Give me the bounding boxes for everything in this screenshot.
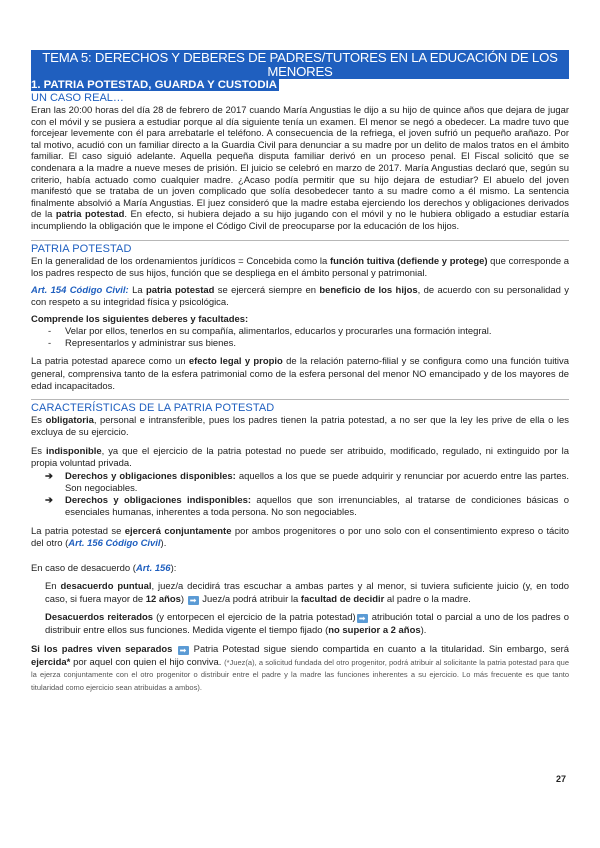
- separados-note: (*Juez(a), a solicitud fundada del otro progenitor, podrá atribuir al solicitante la patria potestad para que la ejerza conjuntamente con el otro progenitor o distribuir entre el padre y la madre las funciones inherentes a su ejercicio. Lo más frecuente es que tanto titularidad como ejercicio sean atribuidas a ambos).: [31, 657, 569, 692]
- pp-legal-effect: La patria potestad aparece como un efecto legal y propio de la relación paterno-filial y se configura como una función tuitiva general, comprensiva tanto de la esfera patrimonial como de la esfera personal del menor NO emancipado y de los mayores de edad incapacitados.: [31, 356, 569, 393]
- duties-heading: Comprende los siguientes deberes y facultades:: [31, 313, 249, 325]
- list-item: - Velar por ellos, tenerlos en su compañía, alimentarlos, educarlos y procurarles una formación integral.: [31, 326, 569, 338]
- art156-short-link[interactable]: Art. 156: [135, 562, 171, 574]
- rights-list: [31, 471, 569, 520]
- list-item: - ➔ Derechos y obligaciones indisponibles: aquellos que son irrenunciables, al tratarse de condiciones básicas o esenciales humanas, inherentes a toda persona. No son negociables.: [31, 495, 569, 520]
- desacuerdo-puntual: En desacuerdo puntual, juez/a decidirá tras escuchar a ambas partes y al menor, si tuviera suficiente juicio (y, en todo caso, si fuera mayor de 12 años) ➡ Juez/a podrá atribuir la facultad de decidir al padre o la madre.: [45, 581, 570, 605]
- separados-paragraph: Si los padres viven separados ➡ Patria Potestad sigue siendo compartida en cuanto a la titularidad. Sin embargo, será ejercida* por aquel con quien el hijo conviva. (*Juez(a), a solicitud fundada del otro progenitor, podrá atribuir al solicitante la patria potestad para que la ejerza conjuntamente con el otro progenitor o distribuir entre el padre y la madre las funciones inherentes a su ejercicio. Lo más frecuente es que tanto titularidad como ejercicio sean atribuidas a ambos).: [31, 644, 570, 692]
- page-title: TEMA 5: DERECHOS Y DEBERES DE PADRES/TUTORES EN LA EDUCACIÓN DE LOS MENORES: [31, 50, 569, 79]
- arrow-box-icon: ➡: [357, 614, 368, 623]
- document-page: [31, 50, 569, 694]
- duties-list: [31, 326, 569, 350]
- art154-paragraph: Art. 154 Código Civil: La patria potestad se ejercerá siempre en beneficio de los hijos, de acuerdo con su personalidad y con respeto a su integridad física y psicológica.: [31, 284, 570, 309]
- desacuerdos-reiterados: Desacuerdos reiterados (y entorpecen el ejercicio de la patria potestad) ➡ atribución total o parcial a uno de los padres o distribuir entre ellos sus funciones. Medida vigente el tiempo fijado (no superior a 2 años).: [45, 612, 569, 636]
- arrow-icon: - ➔: [45, 470, 53, 482]
- arrow-box-icon: ➡: [188, 596, 199, 605]
- arrow-box-icon: ➡: [178, 646, 189, 655]
- patria-potestad-heading: PATRIA POTESTAD: [31, 242, 132, 255]
- case-paragraph: Eran las 20:00 horas del día 28 de febrero de 2017 cuando María Angustias le dijo a su hijo de quince años que dejara de jugar con el móvil y se pusiera a estudiar porque al día siguiente tenía un examen. El menor se negó a obedecer. La madre tuvo que forcejear levemente con él para arrebatarle el teléfono. A consecuencia de la refriega, el joven sufrió un pequeño arañazo. Por tal motivo, acudió con un familiar directo a la Guardia Civil para denunciar a su madre por un delito de malos tratos en el ámbito familiar. El caso siguió adelante. Aquella pequeña disputa familiar derivó en un proceso penal. El Fiscal solicitó que se condenara a la madre a nueve meses de prisión. El juicio se celebró en marzo de 2017. María Angustias declaró que, según su criterio, había actuado como cualquier madre. ¿Acaso podía permitir que su hijo dejara de estudiar? El abuelo del joven manifestó que se trataba de un joven complicado que solía desobedecer tanto a su madre como a él mismo. La sentencia finalmente absolvió a María Angustias. El juez consideró que la madre estaba ejerciendo los derechos y obligaciones derivados de la patria potestad. En efecto, si hubiera dejado a su hijo jugando con el móvil y no le hubiera obligado a estudiar estaría incumpliendo la obligación que le impone el Código Civil de preocuparse por la educación de los hijos.: [31, 105, 569, 232]
- art154-link[interactable]: Art. 154 Código Civil:: [31, 284, 129, 296]
- list-item: - Representarlos y administrar sus bienes.: [31, 338, 569, 350]
- page-number: 27: [555, 774, 566, 784]
- divider: [31, 240, 569, 241]
- indisponible-paragraph: Es indisponible, ya que el ejercicio de la patria potestad no puede ser atribuido, modificado, regulado, ni extinguido por la propia voluntad privada.: [31, 445, 569, 470]
- conjunta-paragraph: La patria potestad se ejercerá conjuntamente por ambos progenitores o por uno solo con el consentimiento expreso o tácito del otro (Art. 156 Código Civil).: [31, 525, 569, 550]
- desacuerdo-paragraph: En caso de desacuerdo (Art. 156):: [31, 562, 177, 574]
- obligatoria-paragraph: Es obligatoria, personal e intransferible, pues los padres tienen la patria potestad, a no ser que la ley les prive de ella o les excluya de su ejercicio.: [31, 414, 570, 439]
- divider: [31, 399, 569, 400]
- art156-link[interactable]: Art. 156 Código Civil: [68, 538, 161, 550]
- list-item: - ➔ Derechos y obligaciones disponibles: aquellos a los que se puede adquirir y renunciar por acuerdo entre las partes. Son negociables.: [31, 471, 569, 496]
- pp-definition: En la generalidad de los ordenamientos jurídicos = Concebida como la función tuitiva (defiende y protege) que corresponde a los padres respecto de sus hijos, función que se despliega en el ámbito personal y patrimonial.: [31, 255, 569, 280]
- section-heading: 1. PATRIA POTESTAD, GUARDA Y CUSTODIA: [31, 79, 277, 91]
- caracteristicas-heading: CARACTERÍSTICAS DE LA PATRIA POTESTAD: [31, 401, 275, 414]
- arrow-icon: - ➔: [45, 495, 53, 507]
- case-heading: UN CASO REAL…: [31, 92, 124, 104]
